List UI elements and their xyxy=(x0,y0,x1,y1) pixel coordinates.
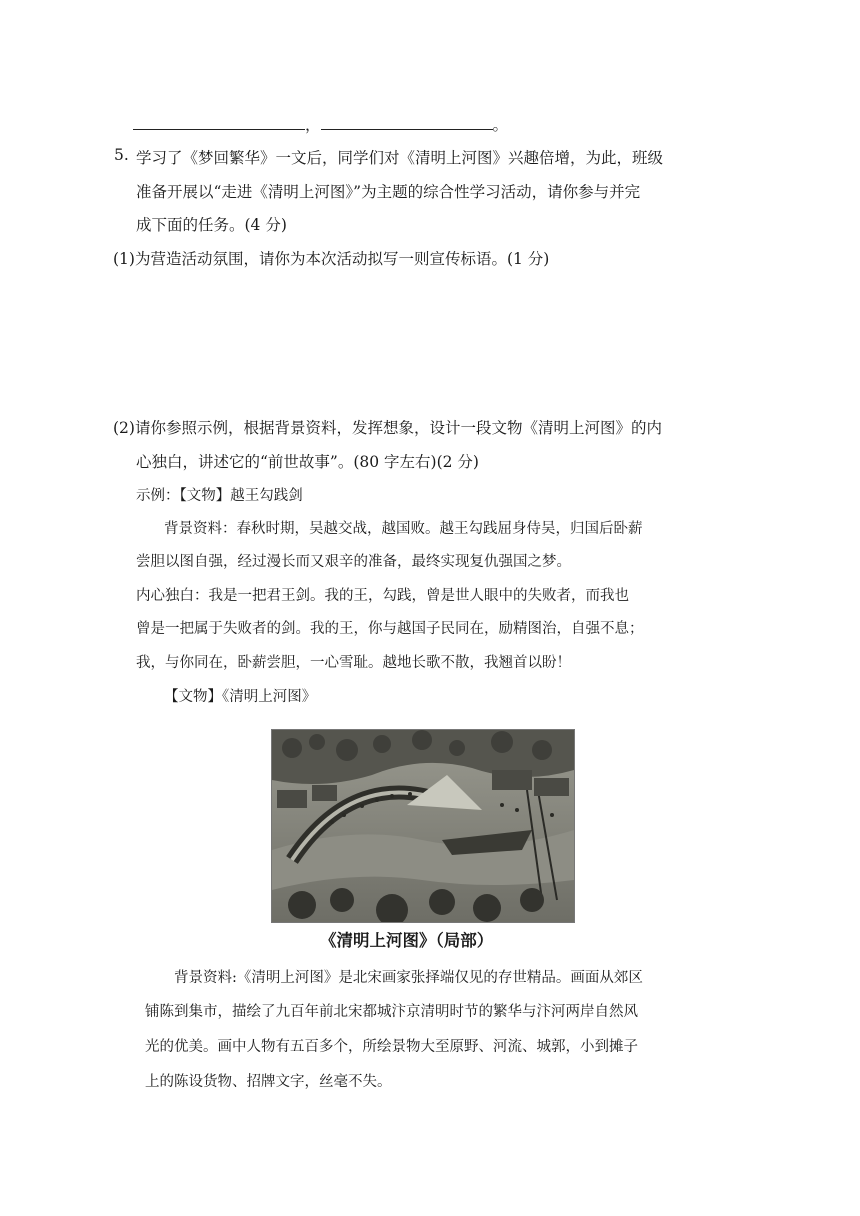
example-heading: 示例：【文物】越王勾践剑 xyxy=(136,488,303,504)
artifact-heading: 【文物】《清明上河图》 xyxy=(164,689,317,705)
answer-blank-1[interactable] xyxy=(133,128,305,130)
subquestion-2-line-2: 心独白，讲述它的“前世故事”。(80 字左右)(2 分) xyxy=(136,453,479,471)
period: 。 xyxy=(492,116,509,134)
background-line-4: 上的陈设货物、招牌文字，丝毫不失。 xyxy=(145,1074,392,1090)
answer-area-1[interactable] xyxy=(113,280,733,400)
example-background-line-2: 尝胆以图自强，经过漫长而又艰辛的准备，最终实现复仇强国之梦。 xyxy=(136,554,571,570)
painting-image xyxy=(271,729,575,923)
answer-blank-line xyxy=(133,113,508,135)
background-line-2: 铺陈到集市，描绘了九百年前北宋都城汴京清明时节的繁华与汴河两岸自然风 xyxy=(145,1004,638,1020)
subquestion-2-line-1: (2)请你参照示例，根据背景资料，发挥想象，设计一段文物《清明上河图》的内 xyxy=(113,419,662,437)
example-monologue-line-3: 我，与你同在，卧薪尝胆，一心雪耻。越地长歌不散，我翘首以盼！ xyxy=(136,655,571,671)
example-monologue-line-1: 内心独白：我是一把君王剑。我的王，勾践，曾是世人眼中的失败者，而我也 xyxy=(136,588,629,604)
background-line-1: 背景资料:《清明上河图》是北宋画家张择端仅见的存世精品。画面从郊区 xyxy=(174,970,643,986)
answer-blank-2[interactable] xyxy=(321,128,493,130)
example-monologue-line-2: 曾是一把属于失败者的剑。我的王，你与越国子民同在，励精图治，自强不息； xyxy=(136,621,644,637)
example-background-line-1: 背景资料：春秋时期，吴越交战，越国败。越王勾践屈身侍吴，归国后卧薪 xyxy=(164,521,643,537)
question-5-line-2: 准备开展以“走进《清明上河图》”为主题的综合性学习活动，请你参与并完 xyxy=(136,183,641,201)
subquestion-1: (1)为营造活动氛围，请你为本次活动拟写一则宣传标语。(1 分) xyxy=(113,250,550,268)
painting-caption: 《清明上河图》（局部） xyxy=(320,931,494,950)
background-line-3: 光的优美。画中人物有五百多个，所绘景物大至原野、河流、城郭，小到摊子 xyxy=(145,1039,638,1055)
comma: ， xyxy=(305,116,321,134)
question-5-line-1: 学习了《梦回繁华》一文后，同学们对《清明上河图》兴趣倍增，为此，班级 xyxy=(136,149,664,167)
question-5-number: 5. xyxy=(114,146,129,164)
question-5-line-3: 成下面的任务。(4 分) xyxy=(136,216,287,234)
